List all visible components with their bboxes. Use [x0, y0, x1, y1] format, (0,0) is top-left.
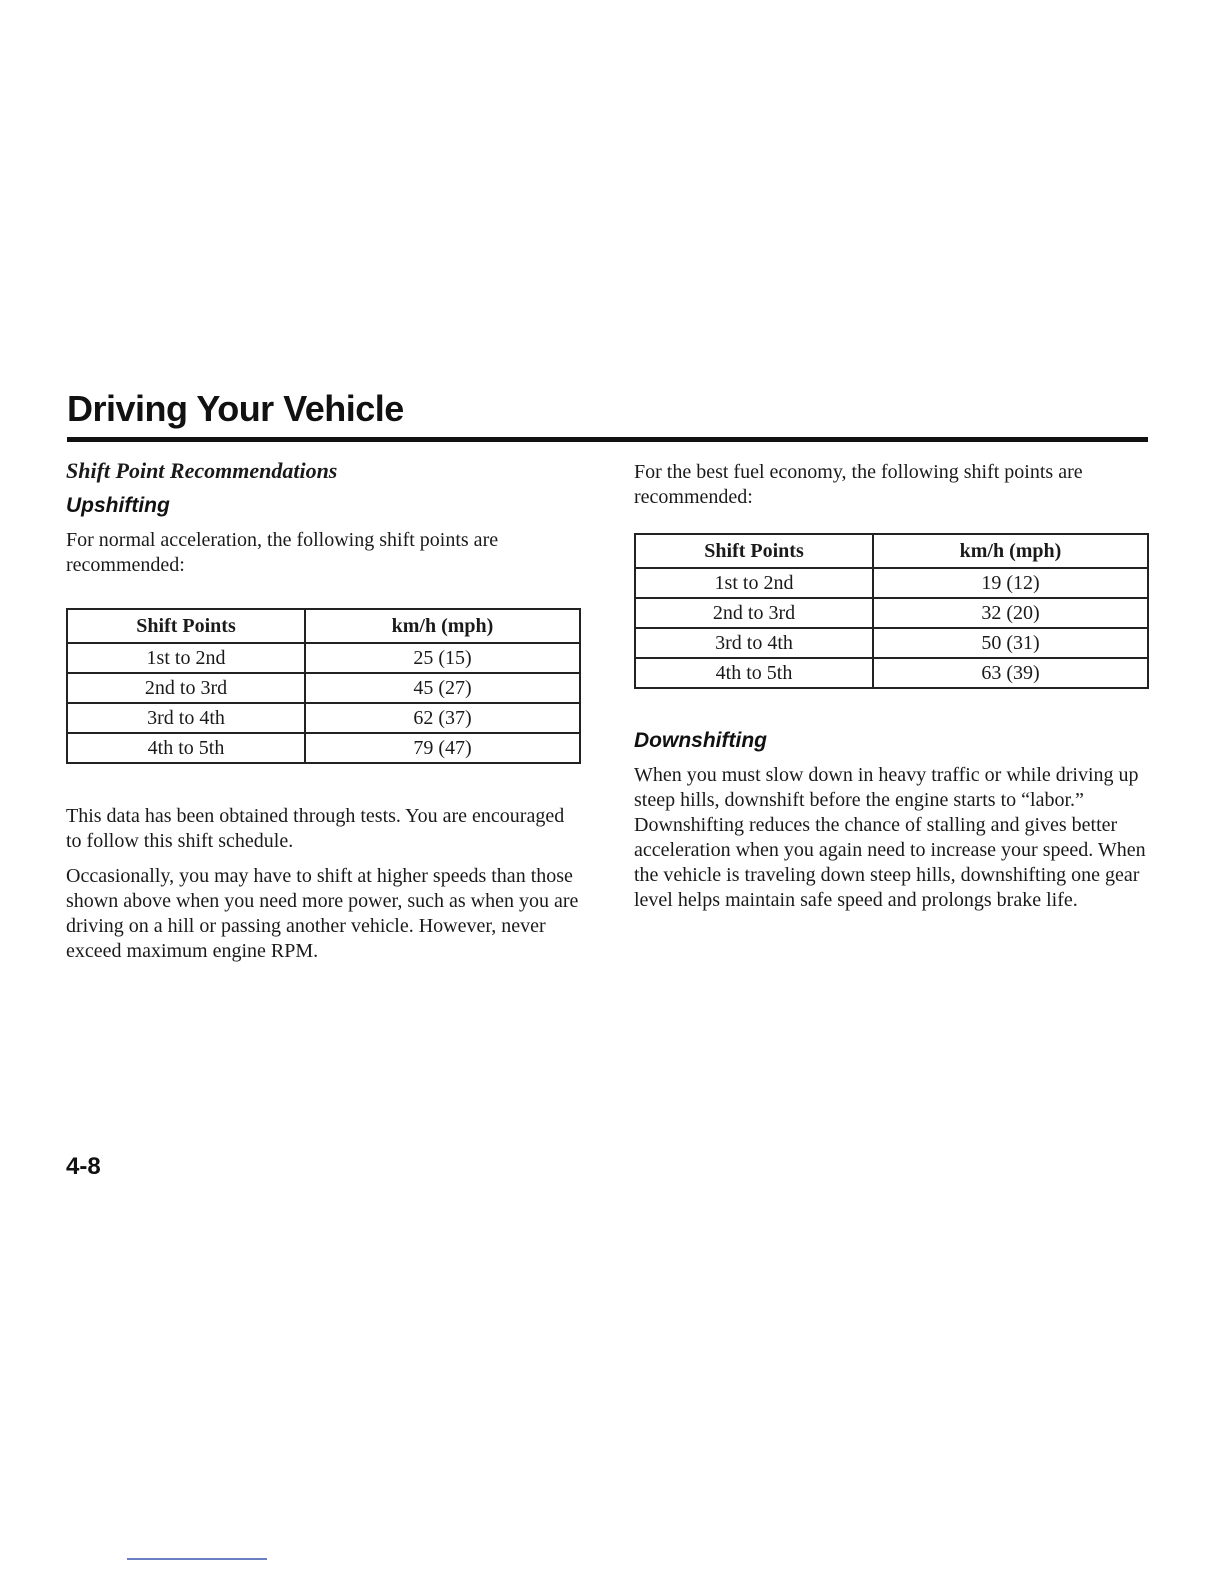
table-cell: 4th to 5th	[67, 733, 305, 763]
table-cell: 45 (27)	[305, 673, 580, 703]
table-cell: 3rd to 4th	[67, 703, 305, 733]
table-row	[635, 598, 1148, 628]
table-cell: 4th to 5th	[635, 658, 873, 688]
table-row	[635, 658, 1148, 688]
table-row	[67, 703, 580, 733]
table-row	[67, 643, 580, 673]
downshifting-heading: Downshifting	[634, 729, 767, 752]
left-column	[66, 458, 581, 974]
economy-intro: For the best fuel economy, the following shift points are recommended:	[634, 461, 1083, 508]
table-header-row	[635, 534, 1148, 568]
section-title: Shift Point Recommendations	[66, 458, 338, 483]
right-column	[634, 460, 1154, 923]
table-cell: 79 (47)	[305, 733, 580, 763]
table-header-cell: km/h (mph)	[305, 609, 580, 643]
economy-table	[634, 533, 1149, 689]
page-title: Driving Your Vehicle	[67, 388, 404, 429]
table-cell: 19 (12)	[873, 568, 1148, 598]
table-cell: 32 (20)	[873, 598, 1148, 628]
table-cell: 63 (39)	[873, 658, 1148, 688]
table-cell: 3rd to 4th	[635, 628, 873, 658]
table-cell: 2nd to 3rd	[67, 673, 305, 703]
table-cell: 1st to 2nd	[67, 643, 305, 673]
table-row	[67, 733, 580, 763]
upshifting-heading: Upshifting	[66, 494, 170, 517]
upshifting-para-higher-speeds: Occasionally, you may have to shift at higher speeds than those shown above when you need more power, such as when you are driving on a hill or passing another vehicle. However, never exceed maximum engine RPM.	[66, 865, 579, 962]
table-cell: 50 (31)	[873, 628, 1148, 658]
table-header-cell: Shift Points	[635, 534, 873, 568]
upshifting-para-tests: This data has been obtained through tests. You are encouraged to follow this shift schedule.	[66, 805, 565, 852]
table-row	[635, 568, 1148, 598]
table-row	[635, 628, 1148, 658]
downshifting-body: When you must slow down in heavy traffic or while driving up steep hills, downshift before the engine starts to “labor.” Downshifting reduces the chance of stalling and gives better acceleration when you again need to increase your speed. When the vehicle is traveling down steep hills, downshifting one gear level helps maintain safe speed and prolongs brake life.	[634, 764, 1146, 911]
page-number: 4-8	[66, 1153, 101, 1180]
table-header-row	[67, 609, 580, 643]
table-header-cell: km/h (mph)	[873, 534, 1148, 568]
table-row	[67, 673, 580, 703]
table-cell: 62 (37)	[305, 703, 580, 733]
table-cell: 2nd to 3rd	[635, 598, 873, 628]
table-cell: 25 (15)	[305, 643, 580, 673]
table-cell: 1st to 2nd	[635, 568, 873, 598]
footer-rule	[127, 1558, 267, 1560]
upshifting-intro: For normal acceleration, the following shift points are recommended:	[66, 529, 499, 576]
upshift-table	[66, 608, 581, 764]
header-rule	[67, 437, 1148, 442]
table-header-cell: Shift Points	[67, 609, 305, 643]
